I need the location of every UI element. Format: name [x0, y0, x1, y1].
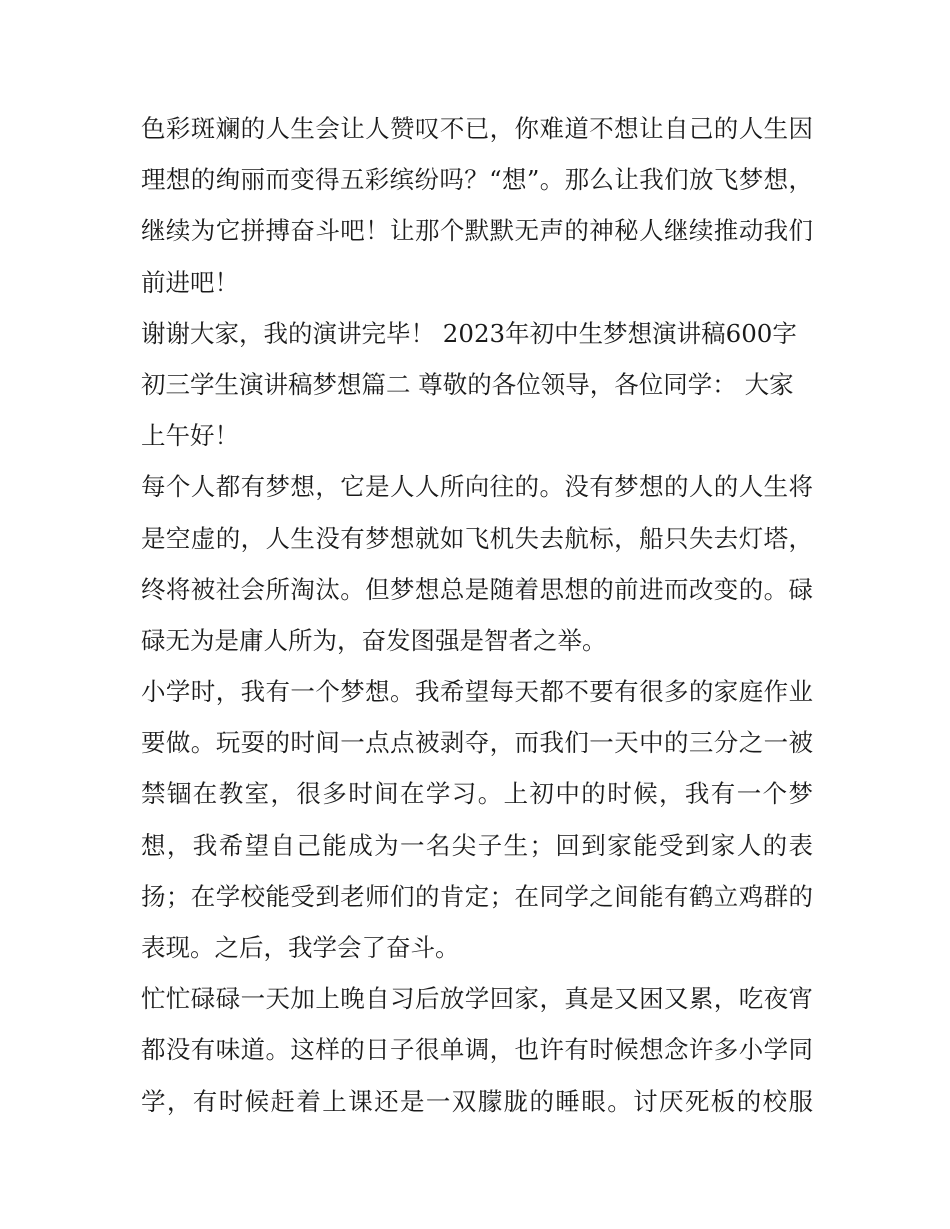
text-line: 小学时，我有一个梦想。我希望每天都不要有很多的家庭作业	[141, 677, 813, 707]
text-line: 终将被社会所淘汰。但梦想总是随着思想的前进而改变的。碌	[141, 574, 813, 604]
text-line: 是空虚的，人生没有梦想就如飞机失去航标，船只失去灯塔，	[141, 523, 813, 553]
paragraph	[141, 973, 813, 1127]
text-line: 前进吧！	[141, 267, 239, 297]
paragraph	[141, 461, 813, 666]
text-line: 初三学生演讲稿梦想篇二 尊敬的各位领导，各位同学： 大家	[141, 369, 794, 399]
text-line: 禁锢在教室，很多时间在学习。上初中的时候，我有一个梦	[141, 779, 813, 809]
text-line: 谢谢大家，我的演讲完毕！ 2023年初中生梦想演讲稿600字	[141, 318, 797, 348]
paragraph	[141, 666, 813, 973]
paragraph	[141, 103, 813, 308]
text-line: 都没有味道。这样的日子很单调，也许有时候想念许多小学同	[141, 1035, 813, 1065]
text-line: 表现。之后，我学会了奋斗。	[141, 933, 460, 962]
document-body	[141, 103, 813, 1127]
text-line: 想，我希望自己能成为一名尖子生；回到家能受到家人的表	[141, 830, 813, 860]
text-line: 学，有时候赶着上课还是一双朦胧的睡眼。讨厌死板的校服	[141, 1086, 813, 1116]
text-line: 忙忙碌碌一天加上晚自习后放学回家，真是又困又累，吃夜宵	[141, 984, 813, 1014]
text-line: 继续为它拼搏奋斗吧！让那个默默无声的神秘人继续推动我们	[141, 216, 813, 246]
text-line: 理想的绚丽而变得五彩缤纷吗？“想”。那么让我们放飞梦想，	[141, 165, 813, 195]
text-line: 色彩斑斓的人生会让人赞叹不已，你难道不想让自己的人生因	[141, 114, 813, 143]
text-line: 扬；在学校能受到老师们的肯定；在同学之间能有鹤立鸡群的	[141, 881, 813, 911]
paragraph	[141, 308, 813, 462]
text-line: 碌无为是庸人所为，奋发图强是智者之举。	[141, 625, 607, 655]
text-line: 每个人都有梦想，它是人人所向往的。没有梦想的人的人生将	[141, 472, 813, 502]
text-line: 要做。玩耍的时间一点点被剥夺，而我们一天中的三分之一被	[141, 728, 813, 758]
text-line: 上午好！	[141, 421, 239, 451]
